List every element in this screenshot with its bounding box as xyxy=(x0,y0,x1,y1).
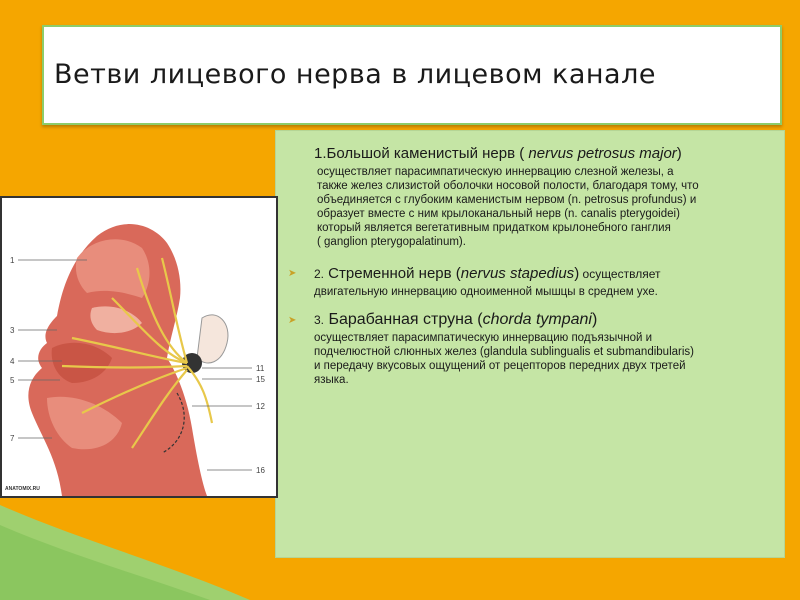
figure-label: 11 xyxy=(256,364,265,373)
item-2-title: 2. Стременной нерв (nervus stapedius) осуществляет xyxy=(314,265,661,282)
figure-label: 5 xyxy=(10,376,15,385)
list-item-3 xyxy=(314,311,784,387)
item-1-title: 1.Большой каменистый нерв ( nervus petrosus major) xyxy=(314,145,682,162)
figure-label: 7 xyxy=(10,434,15,443)
figure-label: 12 xyxy=(256,402,265,411)
item-3-title: 3. Барабанная струна (chorda tympani) xyxy=(314,311,598,328)
figure-label: 3 xyxy=(10,326,15,335)
figure-credit: ANATOMIX.RU xyxy=(5,486,40,492)
facial-nerve-figure xyxy=(0,196,278,498)
bullet-arrow-icon: ➤ xyxy=(288,315,297,326)
figure-label: 1 xyxy=(10,256,15,265)
slide-title: Ветви лицевого нерва в лицевом канале xyxy=(54,59,656,90)
figure-label: 16 xyxy=(256,466,265,475)
figure-label: 4 xyxy=(10,357,15,366)
item-3-body: осуществляет парасимпатическую иннервацию подъязычной и подчелюстной слюнных желез (glandula sublingualis et submandibularis) и передачу вкусовых ощущений от рецепторов передних двух третей языка. xyxy=(314,332,694,386)
list-item-1 xyxy=(314,145,784,249)
title-box xyxy=(42,25,782,125)
figure-label: 15 xyxy=(256,375,265,384)
face-anatomy-illustration xyxy=(2,198,276,496)
item-1-body: осуществляет парасимпатическую иннервацию слезной железы, а также желез слизистой оболочки носовой полости, благодаря тому, что объединяется с глубоким каменистым нервом (n. petrosus profundus) и образует вместе с ним крылоканальный нерв (n. canalis pterygoidei) который является вегетативным придатком крылонебного ганглия ( ganglion pterygopalatinum). xyxy=(317,166,699,248)
bullet-arrow-icon: ➤ xyxy=(288,268,297,279)
content-panel xyxy=(275,130,785,558)
item-2-body: двигательную иннервацию одноименной мышцы в среднем ухе. xyxy=(314,286,658,298)
list-item-2 xyxy=(314,265,784,299)
